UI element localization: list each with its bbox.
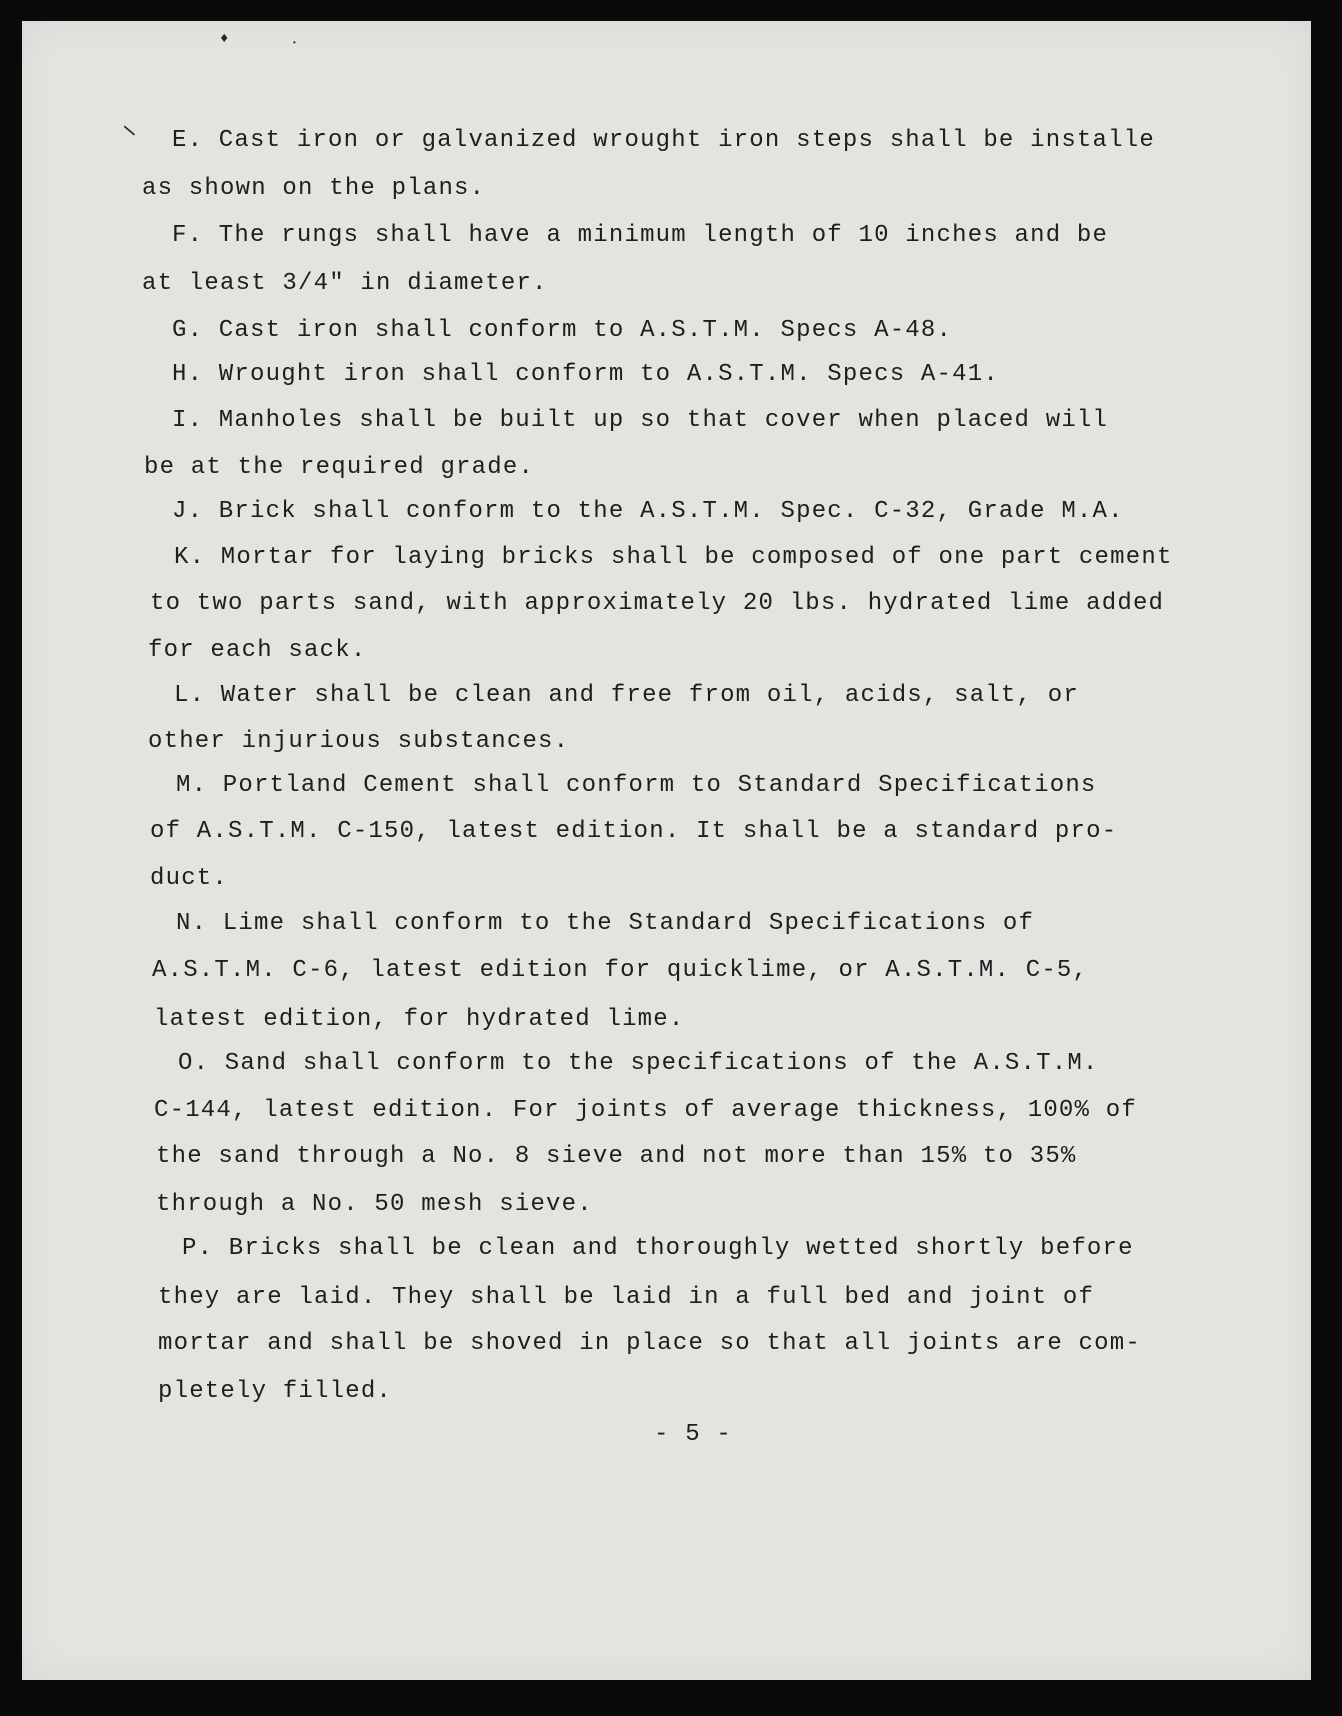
- text-line: J. Brick shall conform to the A.S.T.M. Spec. C-32, Grade M.A.: [172, 498, 1124, 525]
- text-line: F. The rungs shall have a minimum length of 10 inches and be: [172, 222, 1109, 249]
- text-line: be at the required grade.: [144, 454, 535, 481]
- document-page: [22, 21, 1311, 1680]
- text-line: pletely filled.: [158, 1378, 393, 1405]
- ink-mark: •: [292, 39, 297, 48]
- text-line: mortar and shall be shoved in place so that all joints are com-: [158, 1330, 1141, 1357]
- text-line: P. Bricks shall be clean and thoroughly wetted shortly before: [182, 1235, 1134, 1262]
- text-line: to two parts sand, with approximately 20 lbs. hydrated lime added: [150, 590, 1165, 617]
- text-line: they are laid. They shall be laid in a full bed and joint of: [158, 1284, 1095, 1311]
- text-line: as shown on the plans.: [142, 175, 486, 202]
- text-line: H. Wrought iron shall conform to A.S.T.M. Specs A-41.: [172, 361, 999, 388]
- text-line: M. Portland Cement shall conform to Standard Specifications: [176, 772, 1097, 799]
- text-line: for each sack.: [148, 637, 367, 664]
- text-line: at least 3/4" in diameter.: [142, 270, 548, 297]
- text-line: duct.: [150, 865, 229, 892]
- text-line: C-144, latest edition. For joints of average thickness, 100% of: [154, 1097, 1137, 1124]
- text-line: L. Water shall be clean and free from oil, acids, salt, or: [174, 682, 1079, 709]
- ink-mark: ♦: [220, 31, 229, 47]
- text-line: I. Manholes shall be built up so that cover when placed will: [172, 407, 1109, 434]
- page-number: - 5 -: [654, 1421, 733, 1448]
- text-line: the sand through a No. 8 sieve and not more than 15% to 35%: [156, 1143, 1077, 1170]
- text-line: K. Mortar for laying bricks shall be composed of one part cement: [174, 544, 1173, 571]
- text-line: G. Cast iron shall conform to A.S.T.M. Specs A-48.: [172, 317, 953, 344]
- text-line: of A.S.T.M. C-150, latest edition. It shall be a standard pro-: [150, 818, 1118, 845]
- text-line: E. Cast iron or galvanized wrought iron steps shall be installe: [172, 127, 1155, 154]
- text-line: through a No. 50 mesh sieve.: [156, 1191, 593, 1218]
- ink-mark: ─: [115, 117, 142, 146]
- text-line: N. Lime shall conform to the Standard Specifications of: [176, 910, 1035, 937]
- text-line: latest edition, for hydrated lime.: [154, 1006, 685, 1033]
- text-line: other injurious substances.: [148, 728, 570, 755]
- text-line: O. Sand shall conform to the specifications of the A.S.T.M.: [178, 1050, 1099, 1077]
- text-line: A.S.T.M. C-6, latest edition for quicklime, or A.S.T.M. C-5,: [152, 957, 1089, 984]
